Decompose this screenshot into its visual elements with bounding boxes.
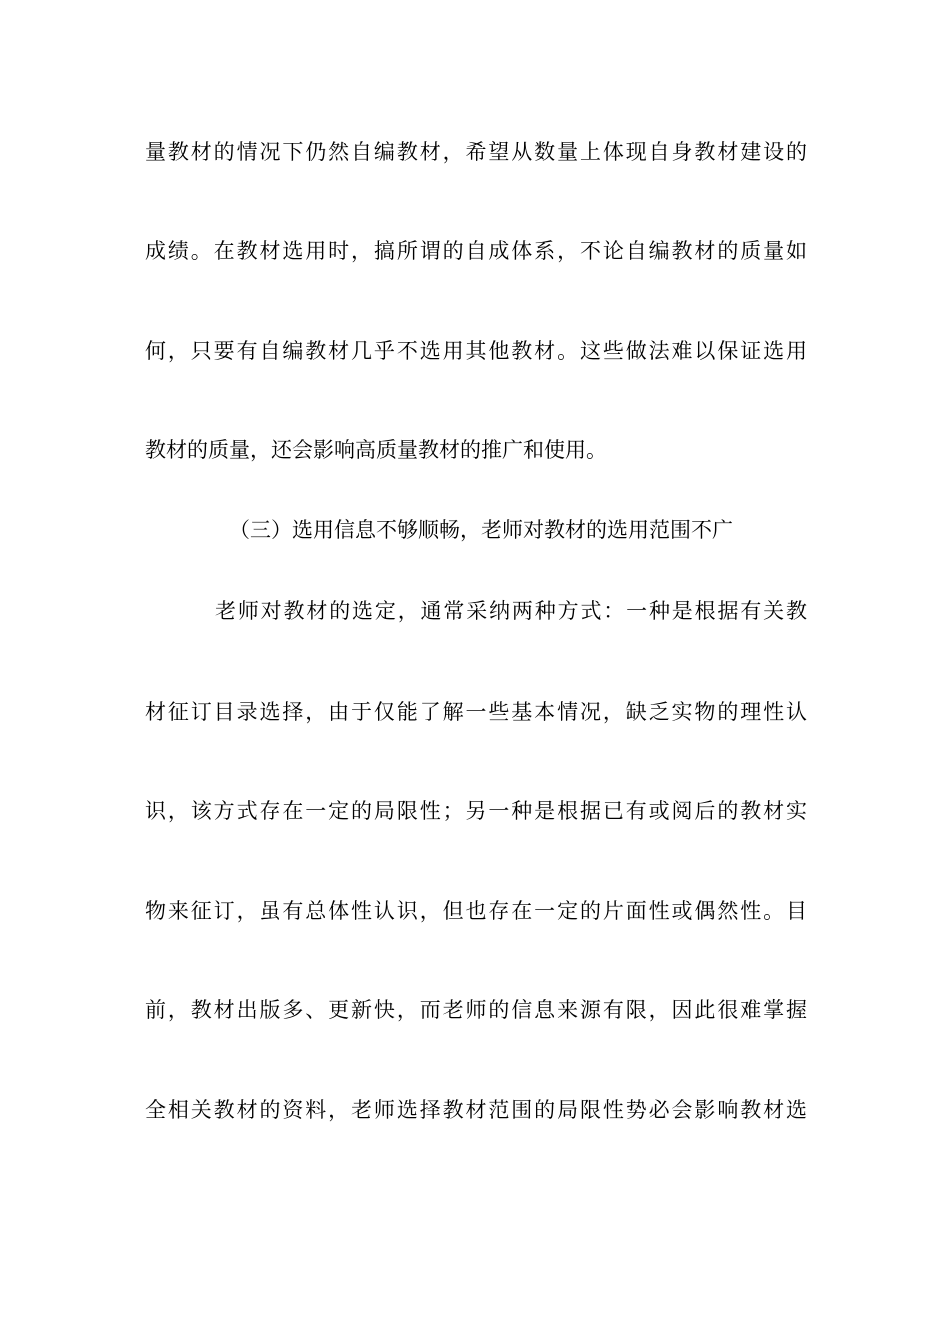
text-line: 教材的质量，还会影响高质量教材的推广和使用。 bbox=[145, 438, 607, 462]
text-line: 识，该方式存在一定的局限性；另一种是根据已有或阅后的教材实 bbox=[145, 799, 807, 823]
section-heading: （三）选用信息不够顺畅，老师对教材的选用范围不广 bbox=[229, 518, 733, 542]
text-line: 老师对教材的选定，通常采纳两种方式：一种是根据有关教 bbox=[215, 599, 807, 623]
text-line: 何，只要有自编教材几乎不选用其他教材。这些做法难以保证选用 bbox=[145, 339, 807, 363]
text-line: 全相关教材的资料，老师选择教材范围的局限性势必会影响教材选 bbox=[145, 1098, 807, 1122]
text-line: 物来征订，虽有总体性认识，但也存在一定的片面性或偶然性。目 bbox=[145, 899, 807, 923]
text-line: 量教材的情况下仍然自编教材，希望从数量上体现自身教材建设的 bbox=[145, 140, 807, 164]
text-line: 材征订目录选择，由于仅能了解一些基本情况，缺乏实物的理性认 bbox=[145, 700, 807, 724]
text-line: 前，教材出版多、更新快，而老师的信息来源有限，因此很难掌握 bbox=[145, 998, 807, 1022]
text-line: 成绩。在教材选用时，搞所谓的自成体系，不论自编教材的质量如 bbox=[145, 239, 807, 263]
